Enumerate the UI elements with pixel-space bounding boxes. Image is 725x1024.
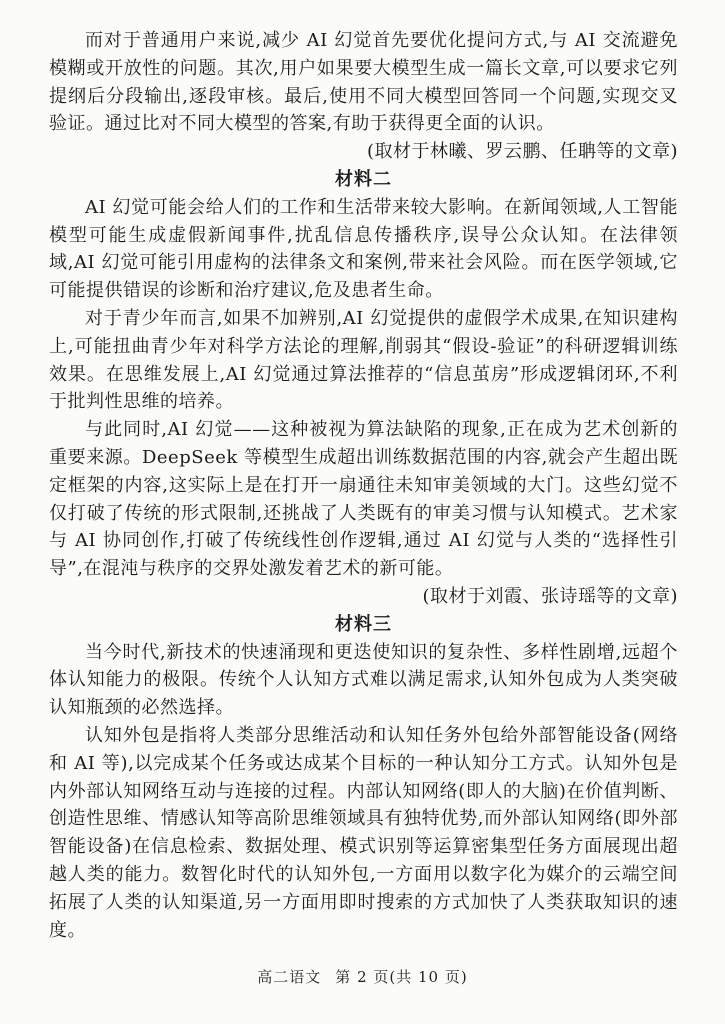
paragraph: 与此同时,AI 幻觉——这种被视为算法缺陷的现象,正在成为艺术创新的重要来源。DeepSeek 等模型生成超出训练数据范围的内容,就会产生超出既定框架的内容,这实际上是在打开一扇通往未知审美领域的大门。这些幻觉不仅打破了传统的形式限制,还挑战了人类既有的审美习惯与认知模式。艺术家与 AI 协同创作,打破了传统线性创作逻辑,通过 AI 幻觉与人类的“选择性引导”,在混沌与秩序的交界处激发着艺术的新可能。: [49, 419, 678, 580]
paragraph: 对于青少年而言,如果不加辨别,AI 幻觉提供的虚假学术成果,在知识建构上,可能扭曲青少年对科学方法论的理解,削弱其“假设-验证”的科研逻辑训练效果。在思维发展上,AI 幻觉通过算法推荐的“信息茧房”形成逻辑闭环,不利于批判性思维的培养。: [49, 307, 678, 413]
source-attribution: (取材于刘霞、张诗瑶等的文章): [422, 585, 678, 607]
footer-page-number: 第 2 页(共 10 页): [335, 968, 468, 986]
footer-course-label: 高二语文: [257, 968, 322, 986]
paragraph: 而对于普通用户来说,减少 AI 幻觉首先要优化提问方式,与 AI 交流避免模糊或开放性的问题。其次,用户如果要大模型生成一篇长文章,可以要求它列提纲后分段输出,逐段审核。最后,使用不同大模型回答同一个问题,实现交叉验证。通过比对不同大模型的答案,有助于获得更全面的认识。: [49, 30, 678, 135]
document-content: [49, 27, 678, 944]
source-attribution: (取材于林曦、罗云鹏、任聃等的文章): [366, 141, 678, 163]
paragraph: 认知外包是指将人类部分思维活动和认知任务外包给外部智能设备(网络和 AI 等),以完成某个任务或达成某个目标的一种认知分工方式。认知外包是内外部认知网络互动与连接的过程。内部认知网络(即人的大脑)在价值判断、创造性思维、情感认知等高阶思维领域具有独特优势,而外部认知网络(即外部智能设备)在信息检索、数据处理、模式识别等运算密集型任务方面展现出超越人类的能力。数智化时代的认知外包,一方面用以数字化为媒介的云端空间拓展了人类的认知渠道,另一方面用即时搜索的方式加快了人类获取知识的速度。: [49, 724, 678, 941]
section-heading-material-2: 材料二: [335, 168, 392, 190]
page-footer: [0, 966, 725, 987]
paragraph: AI 幻觉可能会给人们的工作和生活带来较大影响。在新闻领域,人工智能模型可能生成虚假新闻事件,扰乱信息传播秩序,误导公众认知。在法律领域,AI 幻觉可能引用虚构的法律条文和案例,带来社会风险。而在医学领域,它可能提供错误的诊断和治疗建议,危及患者生命。: [49, 196, 678, 302]
section-heading-material-3: 材料三: [335, 613, 392, 635]
paragraph: 当今时代,新技术的快速涌现和更迭使知识的复杂性、多样性剧增,远超个体认知能力的极限。传统个人认知方式难以满足需求,认知外包成为人类突破认知瓶颈的必然选择。: [49, 641, 678, 719]
